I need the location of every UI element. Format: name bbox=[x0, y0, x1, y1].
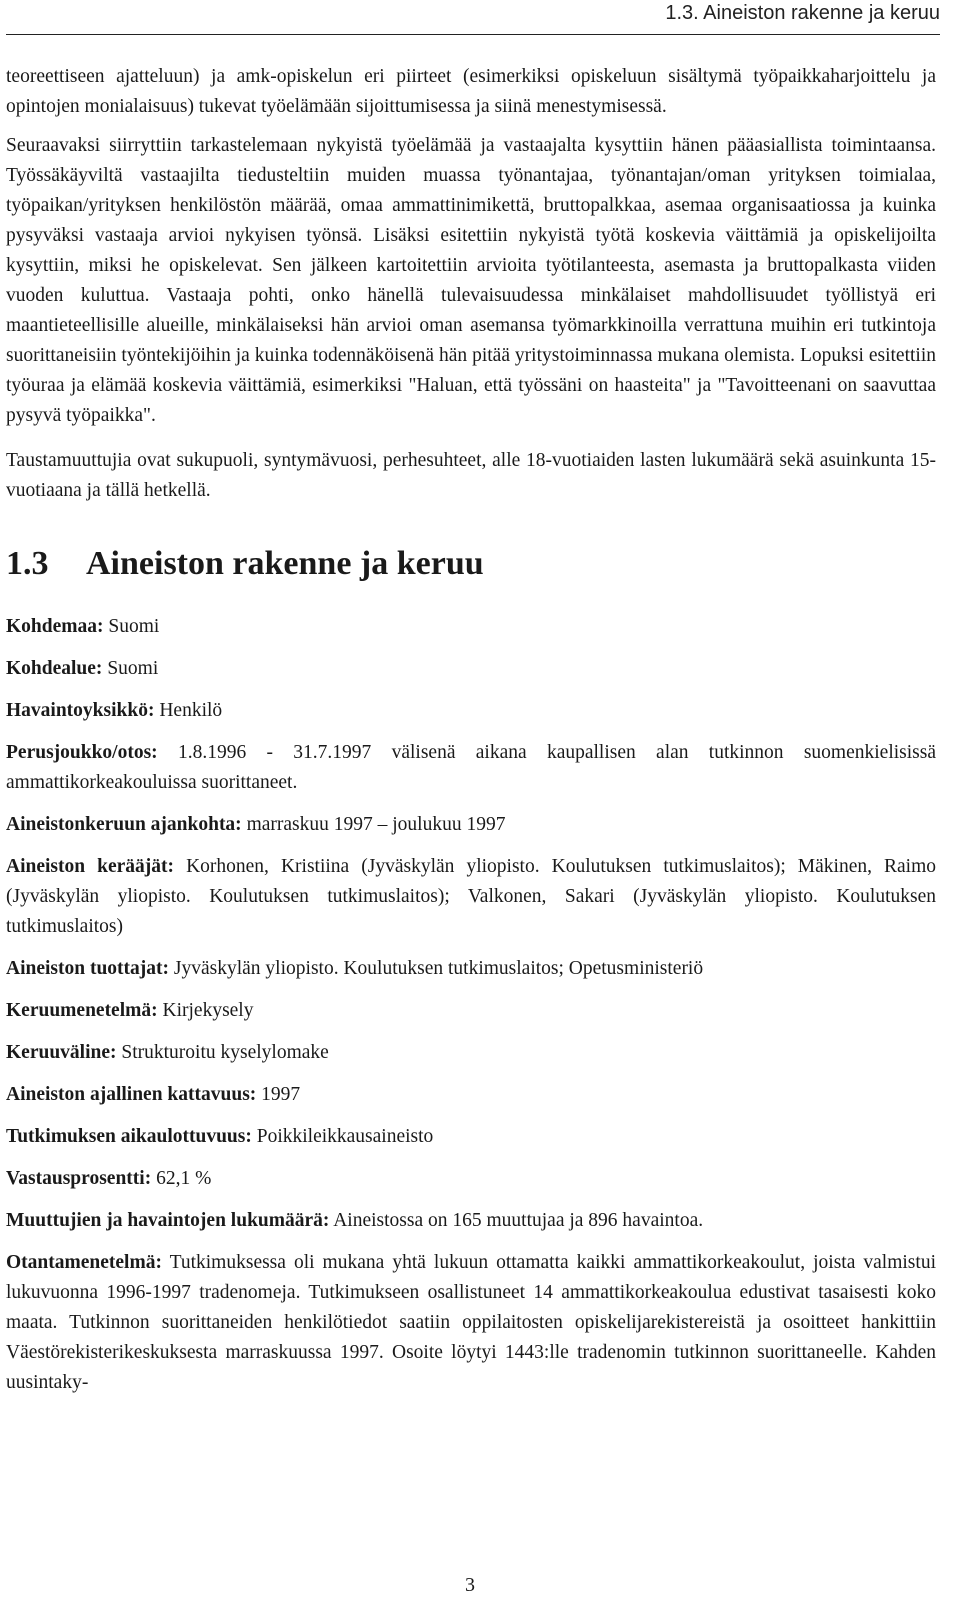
field-ajallinen-kattavuus bbox=[6, 1080, 936, 1110]
field-keruumenetelma bbox=[6, 996, 936, 1026]
field-value: Tutkimuksessa oli mukana yhtä lukuun ottamatta kaikki ammattikorkeakoulut, joista valmistui lukuvuonna 1996-1997 tradenomeja. Tutkimukseen osallistuneet 14 ammattikorkeakoulua edustivat tasaisesti koko maata. Tutkinnon suorittaneiden henkilötiedot saatiin oppilaitosten opiskelijarekistereistä ja osoitteet hankittiin Väestörekisterikeskuksesta marraskuussa 1997. Osoite löytyi 1443:lle tradenomin tutkinnon suorittaneelle. Kahden uusintaky- bbox=[6, 1252, 936, 1393]
field-label: Keruumenetelmä: bbox=[6, 1000, 158, 1021]
field-tuottajat bbox=[6, 954, 936, 984]
field-value: 1.8.1996 - 31.7.1997 välisenä aikana kaupallisen alan tutkinnon suomenkielisissä ammattikorkeakouluissa suorittaneet. bbox=[6, 742, 937, 793]
field-label: Kohdealue: bbox=[6, 658, 103, 679]
field-value: marraskuu 1997 – joulukuu 1997 bbox=[246, 814, 506, 835]
header-rule bbox=[6, 34, 940, 35]
field-havaintoyksikko bbox=[6, 696, 936, 726]
field-value: Strukturoitu kyselylomake bbox=[121, 1042, 329, 1063]
section-title: Aineiston rakenne ja keruu bbox=[86, 545, 484, 582]
field-otantamenetelma bbox=[6, 1248, 936, 1398]
field-value: 62,1 % bbox=[156, 1168, 212, 1189]
field-label: Kohdemaa: bbox=[6, 616, 104, 637]
field-perusjoukko bbox=[6, 738, 936, 798]
field-label: Otantamenetelmä: bbox=[6, 1252, 162, 1273]
field-label: Aineiston kerääjät: bbox=[6, 856, 175, 877]
field-label: Havaintoyksikkö: bbox=[6, 700, 155, 721]
page-body bbox=[6, 62, 936, 1410]
field-aikaulottuvuus bbox=[6, 1122, 936, 1152]
paragraph-3: Taustamuuttujia ovat sukupuoli, syntymävuosi, perhesuhteet, alle 18-vuotiaiden lasten lukumäärä sekä asuinkunta 15-vuotiaana ja tällä hetkellä. bbox=[6, 450, 936, 501]
field-kohdemaa bbox=[6, 612, 936, 642]
field-value: Suomi bbox=[107, 658, 159, 679]
paragraph-1: teoreettiseen ajatteluun) ja amk-opiskelun eri piirteet (esimerkiksi opiskeluun sisältymä työpaikkaharjoittelu ja opintojen monialaisuus) tukevat työelämään sijoittumisessa ja siinä menestymisessä. bbox=[6, 66, 936, 117]
field-label: Vastausprosentti: bbox=[6, 1168, 152, 1189]
field-lukumaara bbox=[6, 1206, 936, 1236]
page-number: 3 bbox=[465, 1574, 475, 1596]
field-value: Korhonen, Kristiina (Jyväskylän yliopisto. Koulutuksen tutkimuslaitos); Mäkinen, Raimo (Jyväskylän yliopisto. Koulutuksen tutkimuslaitos); Valkonen, Sakari (Jyväskylän yliopisto. Koulutuksen tutkimuslaitos) bbox=[6, 856, 937, 937]
field-value: Jyväskylän yliopisto. Koulutuksen tutkimuslaitos; Opetusministeriö bbox=[173, 958, 704, 979]
field-label: Aineiston ajallinen kattavuus: bbox=[6, 1084, 257, 1105]
running-head: 1.3. Aineiston rakenne ja keruu bbox=[665, 2, 940, 24]
field-label: Tutkimuksen aikaulottuvuus: bbox=[6, 1126, 252, 1147]
field-label: Aineiston tuottajat: bbox=[6, 958, 170, 979]
section-heading bbox=[6, 544, 936, 584]
field-value: Aineistossa on 165 muuttujaa ja 896 havaintoa. bbox=[333, 1210, 704, 1231]
field-value: Kirjekysely bbox=[162, 1000, 254, 1021]
field-keruun-ajankohta bbox=[6, 810, 936, 840]
field-label: Aineistonkeruun ajankohta: bbox=[6, 814, 242, 835]
field-value: Suomi bbox=[108, 616, 160, 637]
field-vastausprosentti bbox=[6, 1164, 936, 1194]
field-label: Keruuväline: bbox=[6, 1042, 117, 1063]
field-kohdealue bbox=[6, 654, 936, 684]
paragraph-2: Seuraavaksi siirryttiin tarkastelemaan nykyistä työelämää ja vastaajalta kysyttiin hänen pääasiallista toimintaansa. Työssäkäyviltä vastaajilta tiedusteltiin muiden muassa työnantajaa, työnantajan/oman yrityksen toimialaa, työpaikan/yrityksen henkilöstön määrää, omaa ammattinimikettä, bruttopalkkaa, asemaa organisaatiossa ja kuinka pysyväksi vastaaja arvioi nykyisen työnsä. Lisäksi esitettiin nykyistä työtä koskevia väittämiä ja opiskelijoilta kysyttiin, miksi he opiskelevat. Sen jälkeen kartoitettiin arvioita työtilanteesta, asemasta ja bruttopalkasta viiden vuoden kuluttua. Vastaaja pohti, onko hänellä tulevaisuudessa minkälaiset mahdollisuudet työllistyä eri maantieteellisille alueille, minkälaiseksi hän arvioi oman asemansa työmarkkinoilla verrattuna muihin eri tutkintoja suorittaneisiin työntekijöihin ja kuinka todennäköisenä hän pitää yritystoiminnassa mukana olemista. Lopuksi esitettiin työuraa ja elämää koskevia väittämiä, esimerkiksi "Haluan, että työssäni on haasteita" ja "Tavoitteenani on saavuttaa pysyvä työpaikka". bbox=[6, 135, 936, 426]
field-label: Perusjoukko/otos: bbox=[6, 742, 158, 763]
field-value: 1997 bbox=[261, 1084, 301, 1105]
field-keraajat bbox=[6, 852, 936, 942]
field-value: Henkilö bbox=[159, 700, 223, 721]
field-label: Muuttujien ja havaintojen lukumäärä: bbox=[6, 1210, 330, 1231]
field-value: Poikkileikkausaineisto bbox=[256, 1126, 434, 1147]
section-number: 1.3 bbox=[6, 545, 49, 582]
field-keruuvaline bbox=[6, 1038, 936, 1068]
